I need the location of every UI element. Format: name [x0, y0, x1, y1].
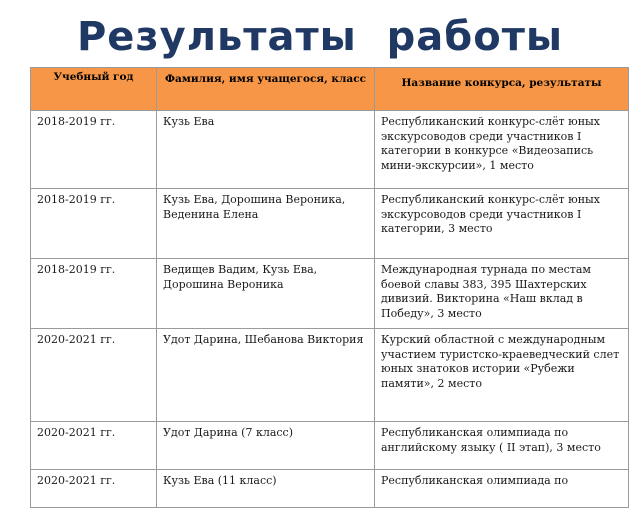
table-row	[31, 329, 629, 422]
cell-student: Удот Дарина (7 класс)	[157, 422, 375, 470]
table-row	[31, 259, 629, 329]
header-school-year: Учебный год	[31, 68, 157, 111]
header-contest-result: Название конкурса, результаты	[375, 68, 629, 111]
cell-year: 2020-2021 гг.	[31, 329, 157, 422]
cell-year: 2018-2019 гг.	[31, 111, 157, 189]
cell-year: 2018-2019 гг.	[31, 189, 157, 259]
cell-student: Удот Дарина, Шебанова Виктория	[157, 329, 375, 422]
results-table	[30, 67, 629, 508]
cell-result: Республиканская олимпиада по	[375, 470, 629, 508]
cell-year: 2020-2021 гг.	[31, 470, 157, 508]
table-row	[31, 189, 629, 259]
cell-result: Международная турнада по местам боевой славы 383, 395 Шахтерских дивизий. Викторина «Наш вклад в Победу», 3 место	[375, 259, 629, 329]
cell-result: Курский областной с международным участием туристско-краеведческий слет юных знатоков истории «Рубежи памяти», 2 место	[375, 329, 629, 422]
table-row	[31, 422, 629, 470]
table-header-row	[31, 68, 629, 111]
cell-student: Ведищев Вадим, Кузь Ева, Дорошина Вероника	[157, 259, 375, 329]
cell-result: Республиканский конкурс-слёт юных экскурсоводов среди участников I категории, 3 место	[375, 189, 629, 259]
header-student-name: Фамилия, имя учащегося, класс	[157, 68, 375, 111]
table-row	[31, 470, 629, 508]
cell-result: Республиканский конкурс-слёт юных экскурсоводов среди участников I категории в конкурсе «Видеозапись мини-экскурсии», 1 место	[375, 111, 629, 189]
cell-student: Кузь Ева	[157, 111, 375, 189]
page-title: Результаты работы	[76, 14, 564, 60]
cell-result: Республиканская олимпиада по английскому языку ( II этап), 3 место	[375, 422, 629, 470]
cell-student: Кузь Ева (11 класс)	[157, 470, 375, 508]
cell-year: 2020-2021 гг.	[31, 422, 157, 470]
cell-year: 2018-2019 гг.	[31, 259, 157, 329]
table-row	[31, 111, 629, 189]
cell-student: Кузь Ева, Дорошина Вероника, Веденина Елена	[157, 189, 375, 259]
